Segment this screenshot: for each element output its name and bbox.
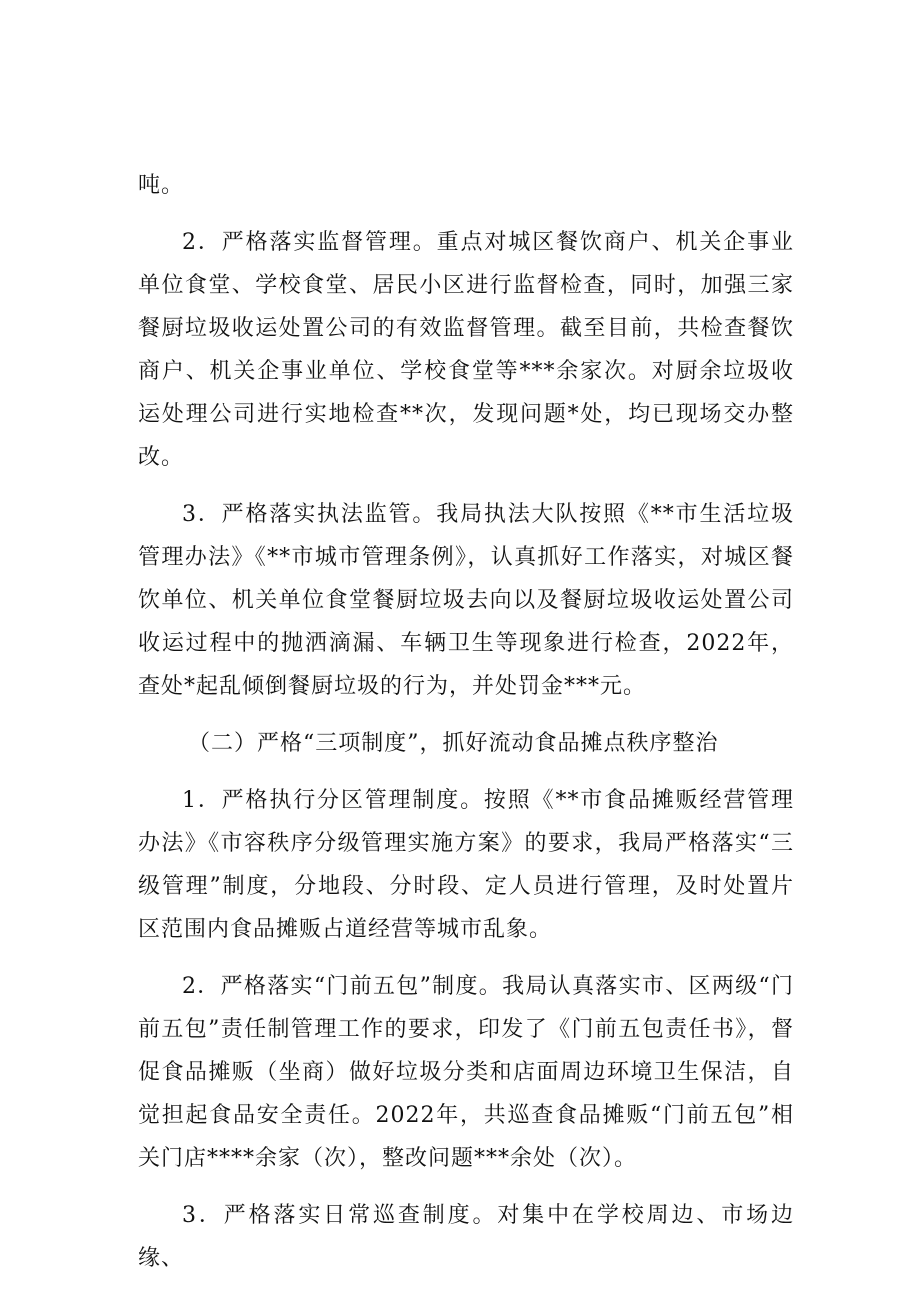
- paragraph-continuation: 吨。: [138, 173, 185, 198]
- paragraph-supervision-management: 2．严格落实监督管理。重点对城区餐饮商户、机关企事业单位食堂、学校食堂、居民小区进行监督检查，同时，加强三家餐厨垃圾收运处置公司的有效监督管理。截至目前，共检查餐饮商户、机关企事业单位、学校食堂等***余家次。对厨余垃圾收运处理公司进行实地检查**次，发现问题*处，均已现场交办整改。: [138, 230, 794, 470]
- paragraph-zoned-management: 1．严格执行分区管理制度。按照《**市食品摊贩经营管理办法》《市容秩序分级管理实施方案》的要求，我局严格落实“三级管理”制度，分地段、分时段、定人员进行管理，及时处置片区范围内食品摊贩占道经营等城市乱象。: [138, 788, 794, 942]
- section-heading-three-systems: （二）严格“三项制度”，抓好流动食品摊点秩序整治: [188, 731, 719, 756]
- paragraph-five-responsibilities: 2．严格落实“门前五包”制度。我局认真落实市、区两级“门前五包”责任制管理工作的要求，印发了《门前五包责任书》，督促食品摊贩（坐商）做好垃圾分类和店面周边环境卫生保洁，自觉担起食品安全责任。2022年，共巡查食品摊贩“门前五包”相关门店****余家（次），整改问题***余处（次）。: [138, 974, 794, 1171]
- document-page: [138, 164, 794, 1294]
- paragraph-daily-inspection: 3．严格落实日常巡查制度。对集中在学校周边、市场边缘、: [138, 1203, 794, 1271]
- paragraph-law-enforcement: 3．严格落实执法监管。我局执法大队按照《**市生活垃圾管理办法》《**市城市管理条例》，认真抓好工作落实，对城区餐饮单位、机关单位食堂餐厨垃圾去向以及餐厨垃圾收运处置公司收运过程中的抛洒滴漏、车辆卫生等现象进行检查，2022年，查处*起乱倾倒餐厨垃圾的行为，并处罚金***元。: [138, 502, 794, 699]
